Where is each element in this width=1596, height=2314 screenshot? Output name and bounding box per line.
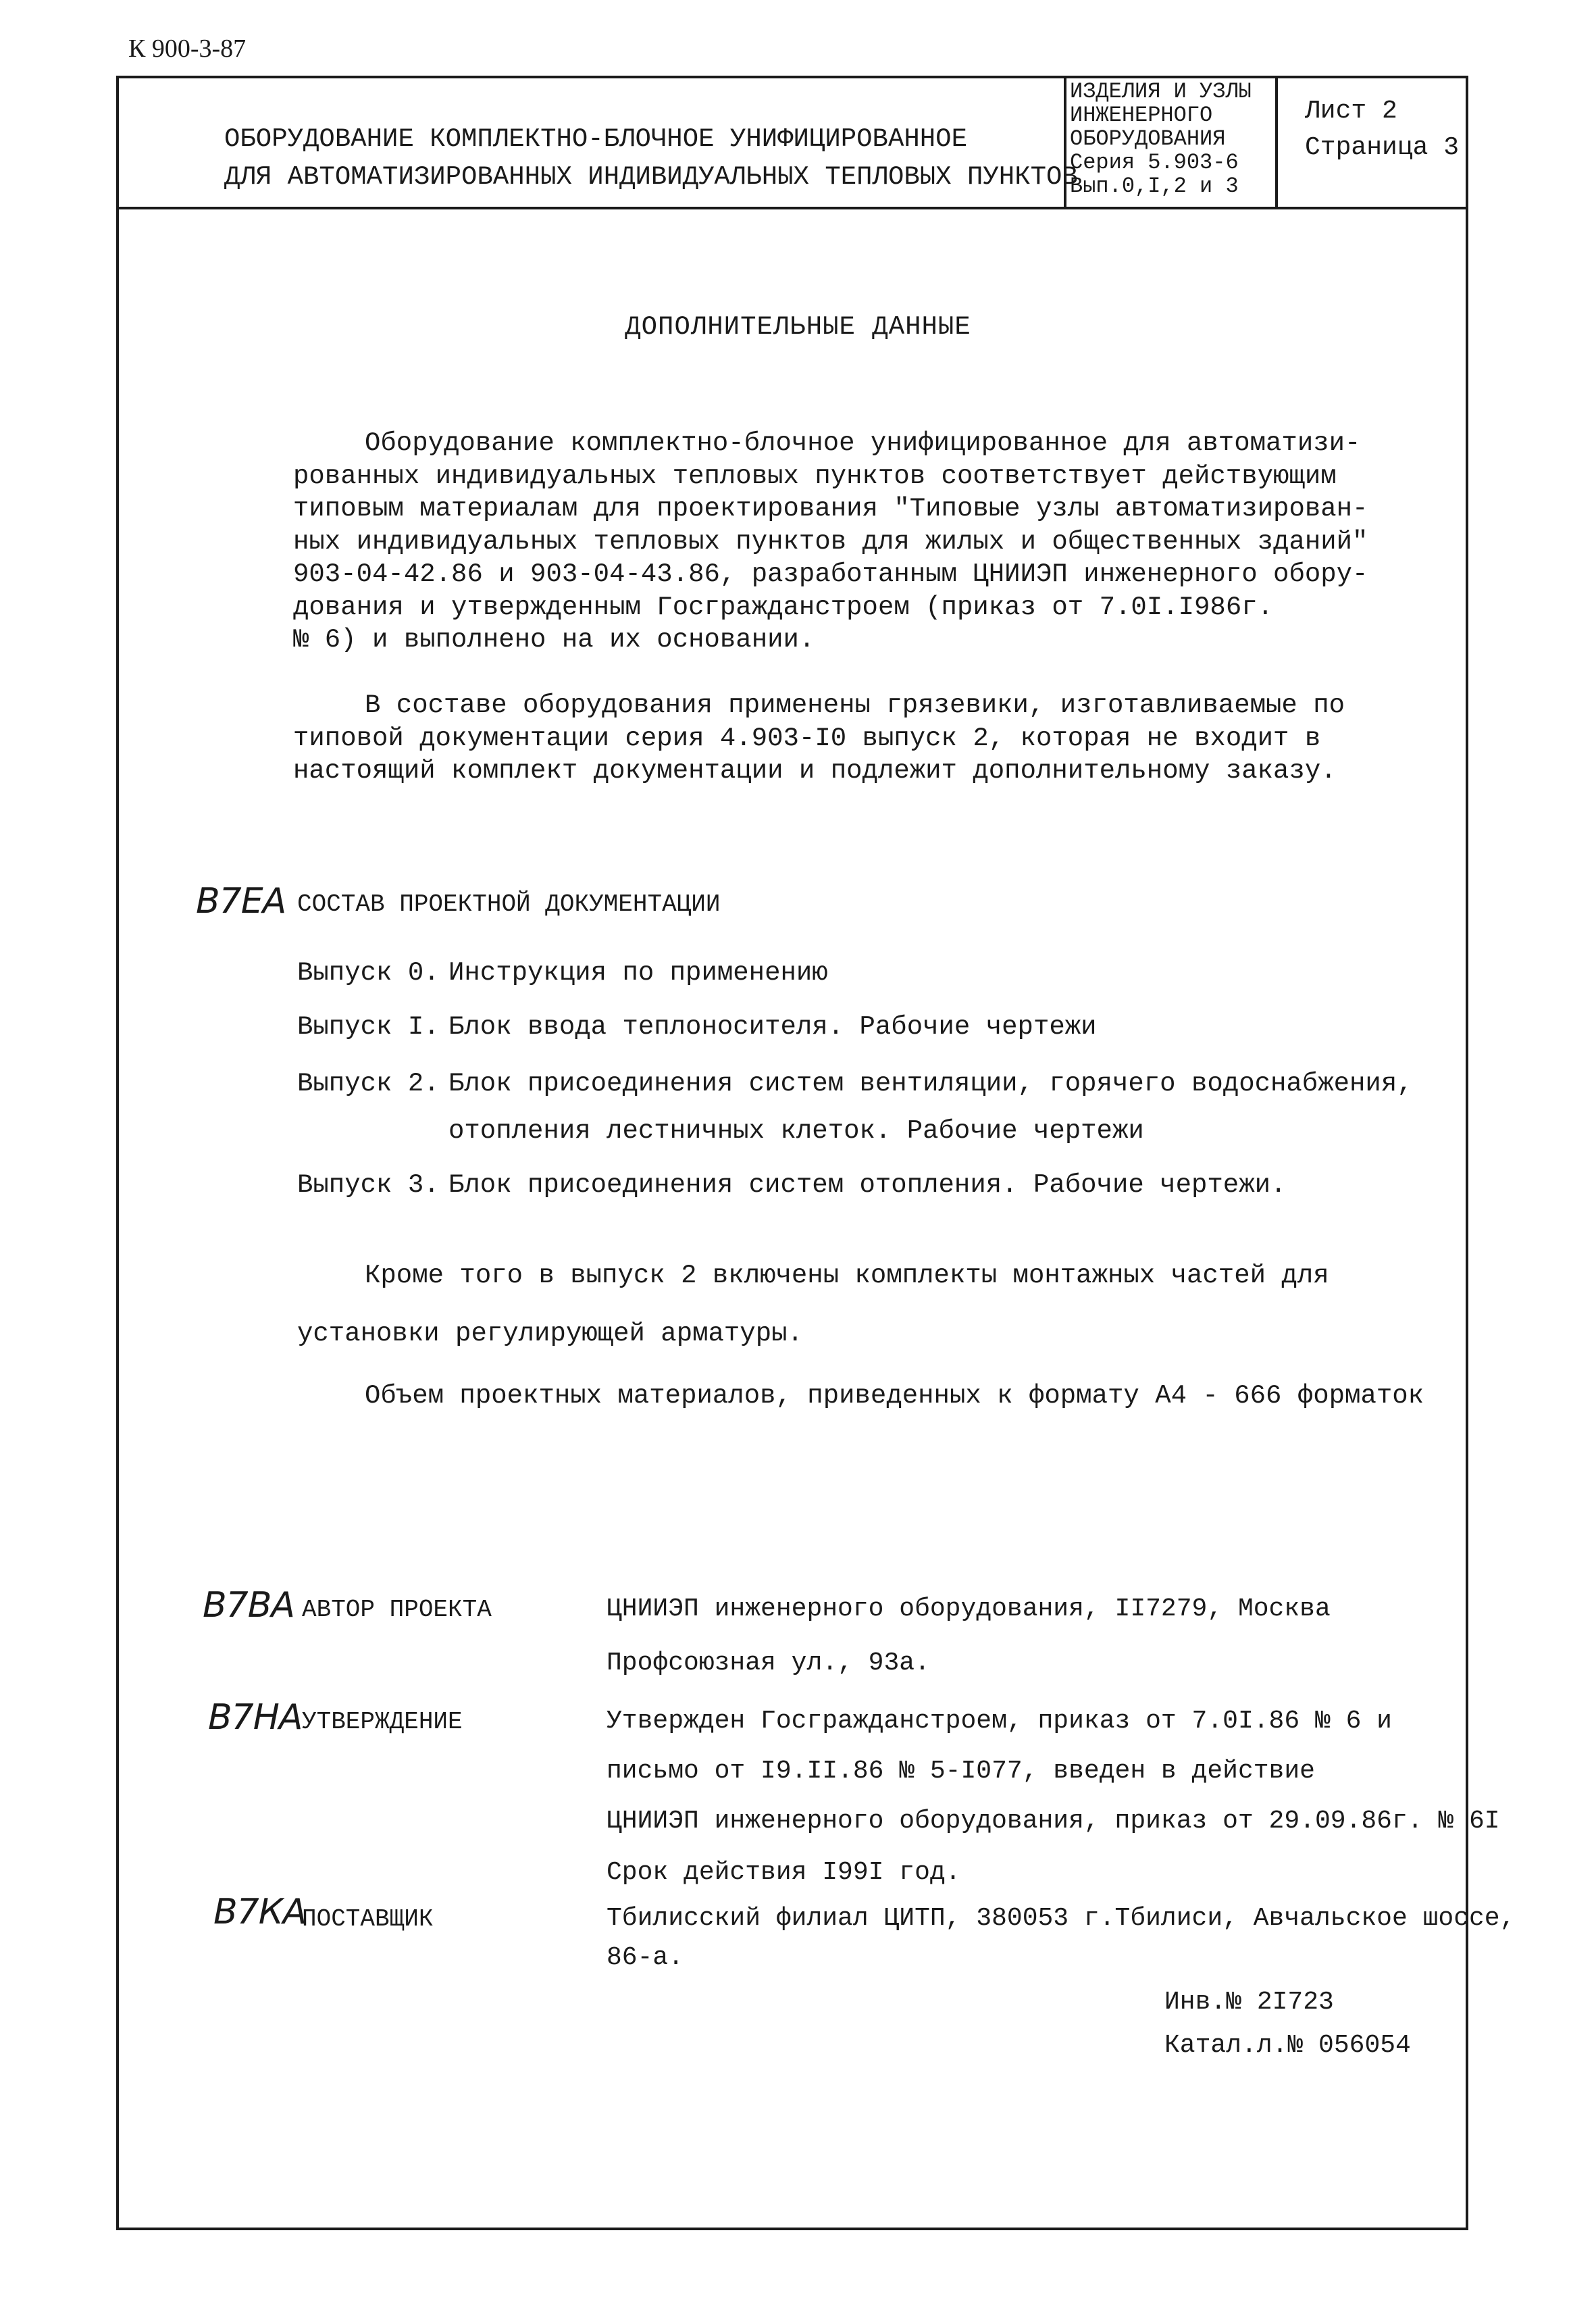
sheet-block xyxy=(1305,93,1459,166)
issue-text: Блок ввода теплоносителя. Рабочие чертежи xyxy=(448,1012,1097,1042)
approval-detail-line: ЦНИИЭП инженерного оборудования, приказ от 29.09.86г. № 6I xyxy=(607,1807,1500,1836)
approval-code: В7НА xyxy=(208,1697,303,1738)
sheet-number: Лист 2 xyxy=(1305,97,1397,126)
approval-label: УТВЕРЖДЕНИЕ xyxy=(302,1708,463,1736)
author-detail-line: Профсоюзная ул., 93а. xyxy=(607,1649,930,1678)
header-column-divider xyxy=(1275,76,1278,208)
extra-note-line: установки регулирующей арматуры. xyxy=(297,1319,803,1349)
issue-label: Выпуск I. xyxy=(297,1012,440,1042)
series-line: ИНЖЕНЕРНОГО xyxy=(1070,103,1213,128)
approval-detail-line: Утвержден Госгражданстроем, приказ от 7.0I.86 № 6 и xyxy=(607,1707,1392,1736)
issue-label: Выпуск 0. xyxy=(297,958,440,988)
issue-item xyxy=(297,958,1445,992)
paragraph-line: рованных индивидуальных тепловых пунктов соответствует действующим xyxy=(293,461,1337,491)
paragraph-line: Оборудование комплектно-блочное унифицированное для автоматизи- xyxy=(365,428,1361,458)
catalog-number: Катал.л.№ 056054 xyxy=(1164,2031,1411,2060)
issue-text: отопления лестничных клеток. Рабочие чертежи xyxy=(448,1116,1144,1146)
issue-item xyxy=(297,1116,1445,1150)
paragraph-line: типовым материалам для проектирования "Типовые узлы автоматизирован- xyxy=(293,494,1368,524)
paragraph-main xyxy=(293,427,1368,657)
series-line: ОБОРУДОВАНИЯ xyxy=(1070,126,1226,151)
series-line: Вып.0,I,2 и 3 xyxy=(1070,174,1239,199)
section-heading: ДОПОЛНИТЕЛЬНЫЕ ДАННЫЕ xyxy=(625,312,971,342)
author-code: В7ВА xyxy=(203,1585,295,1626)
paragraph-line: В составе оборудования применены грязевики, изготавливаемые по xyxy=(365,690,1345,720)
author-detail-line: ЦНИИЭП инженерного оборудования, II7279, Москва xyxy=(607,1594,1331,1624)
approval-detail-line: письмо от I9.II.86 № 5-I077, введен в действие xyxy=(607,1757,1315,1786)
header-divider xyxy=(116,207,1468,209)
volume-note: Объем проектных материалов, приведенных к формату А4 - 666 форматок xyxy=(365,1381,1424,1411)
page-number: Страница 3 xyxy=(1305,133,1460,162)
composition-code: В7ЕА xyxy=(196,881,286,922)
issue-text: Инструкция по применению xyxy=(448,958,828,988)
issue-text: Блок присоединения систем вентиляции, горячего водоснабжения, xyxy=(448,1069,1413,1099)
supplier-label: ПОСТАВЩИК xyxy=(302,1905,434,1933)
header-title-line: ОБОРУДОВАНИЕ КОМПЛЕКТНО-БЛОЧНОЕ УНИФИЦИРОВАННОЕ xyxy=(224,124,967,154)
extra-note-line: Кроме того в выпуск 2 включены комплекты монтажных частей для xyxy=(365,1261,1329,1290)
issue-text: Блок присоединения систем отопления. Рабочие чертежи. xyxy=(448,1170,1287,1200)
issue-item xyxy=(297,1069,1445,1103)
issue-item xyxy=(297,1012,1445,1046)
issue-label: Выпуск 2. xyxy=(297,1069,440,1099)
document-code: К 900-3-87 xyxy=(128,34,247,63)
paragraph-line: настоящий комплект документации и подлежит дополнительному заказу. xyxy=(293,756,1337,786)
composition-title: СОСТАВ ПРОЕКТНОЙ ДОКУМЕНТАЦИИ xyxy=(297,890,721,918)
paragraph-line: типовой документации серия 4.903-I0 выпуск 2, которая не входит в xyxy=(293,723,1321,753)
supplier-detail-line: Тбилисский филиал ЦИТП, 380053 г.Тбилиси, Авчальское шоссе, xyxy=(607,1904,1516,1933)
inventory-number: Инв.№ 2I723 xyxy=(1164,1988,1334,2017)
paragraph-line: № 6) и выполнено на их основании. xyxy=(293,625,815,655)
paragraph-line: 903-04-42.86 и 903-04-43.86, разработанным ЦНИИЭП инженерного обору- xyxy=(293,559,1368,589)
paragraph-line: дования и утвержденным Госгражданстроем (приказ от 7.0I.I986г. xyxy=(293,592,1274,622)
supplier-detail-line: 86-а. xyxy=(607,1943,684,1972)
issue-item xyxy=(297,1170,1445,1204)
series-block xyxy=(1070,80,1252,198)
author-label: АВТОР ПРОЕКТА xyxy=(302,1596,492,1624)
header-title xyxy=(224,120,1078,196)
approval-detail-line: Срок действия I99I год. xyxy=(607,1858,961,1887)
header-title-line: ДЛЯ АВТОМАТИЗИРОВАННЫХ ИНДИВИДУАЛЬНЫХ ТЕПЛОВЫХ ПУНКТОВ xyxy=(224,162,1078,192)
issue-label: Выпуск 3. xyxy=(297,1170,440,1200)
paragraph-line: ных индивидуальных тепловых пунктов для жилых и общественных зданий" xyxy=(293,526,1368,557)
paragraph-secondary xyxy=(293,689,1345,788)
series-line: Серия 5.903-6 xyxy=(1070,150,1239,175)
supplier-code: В7КА xyxy=(213,1892,307,1932)
series-line: ИЗДЕЛИЯ И УЗЛЫ xyxy=(1070,79,1252,104)
